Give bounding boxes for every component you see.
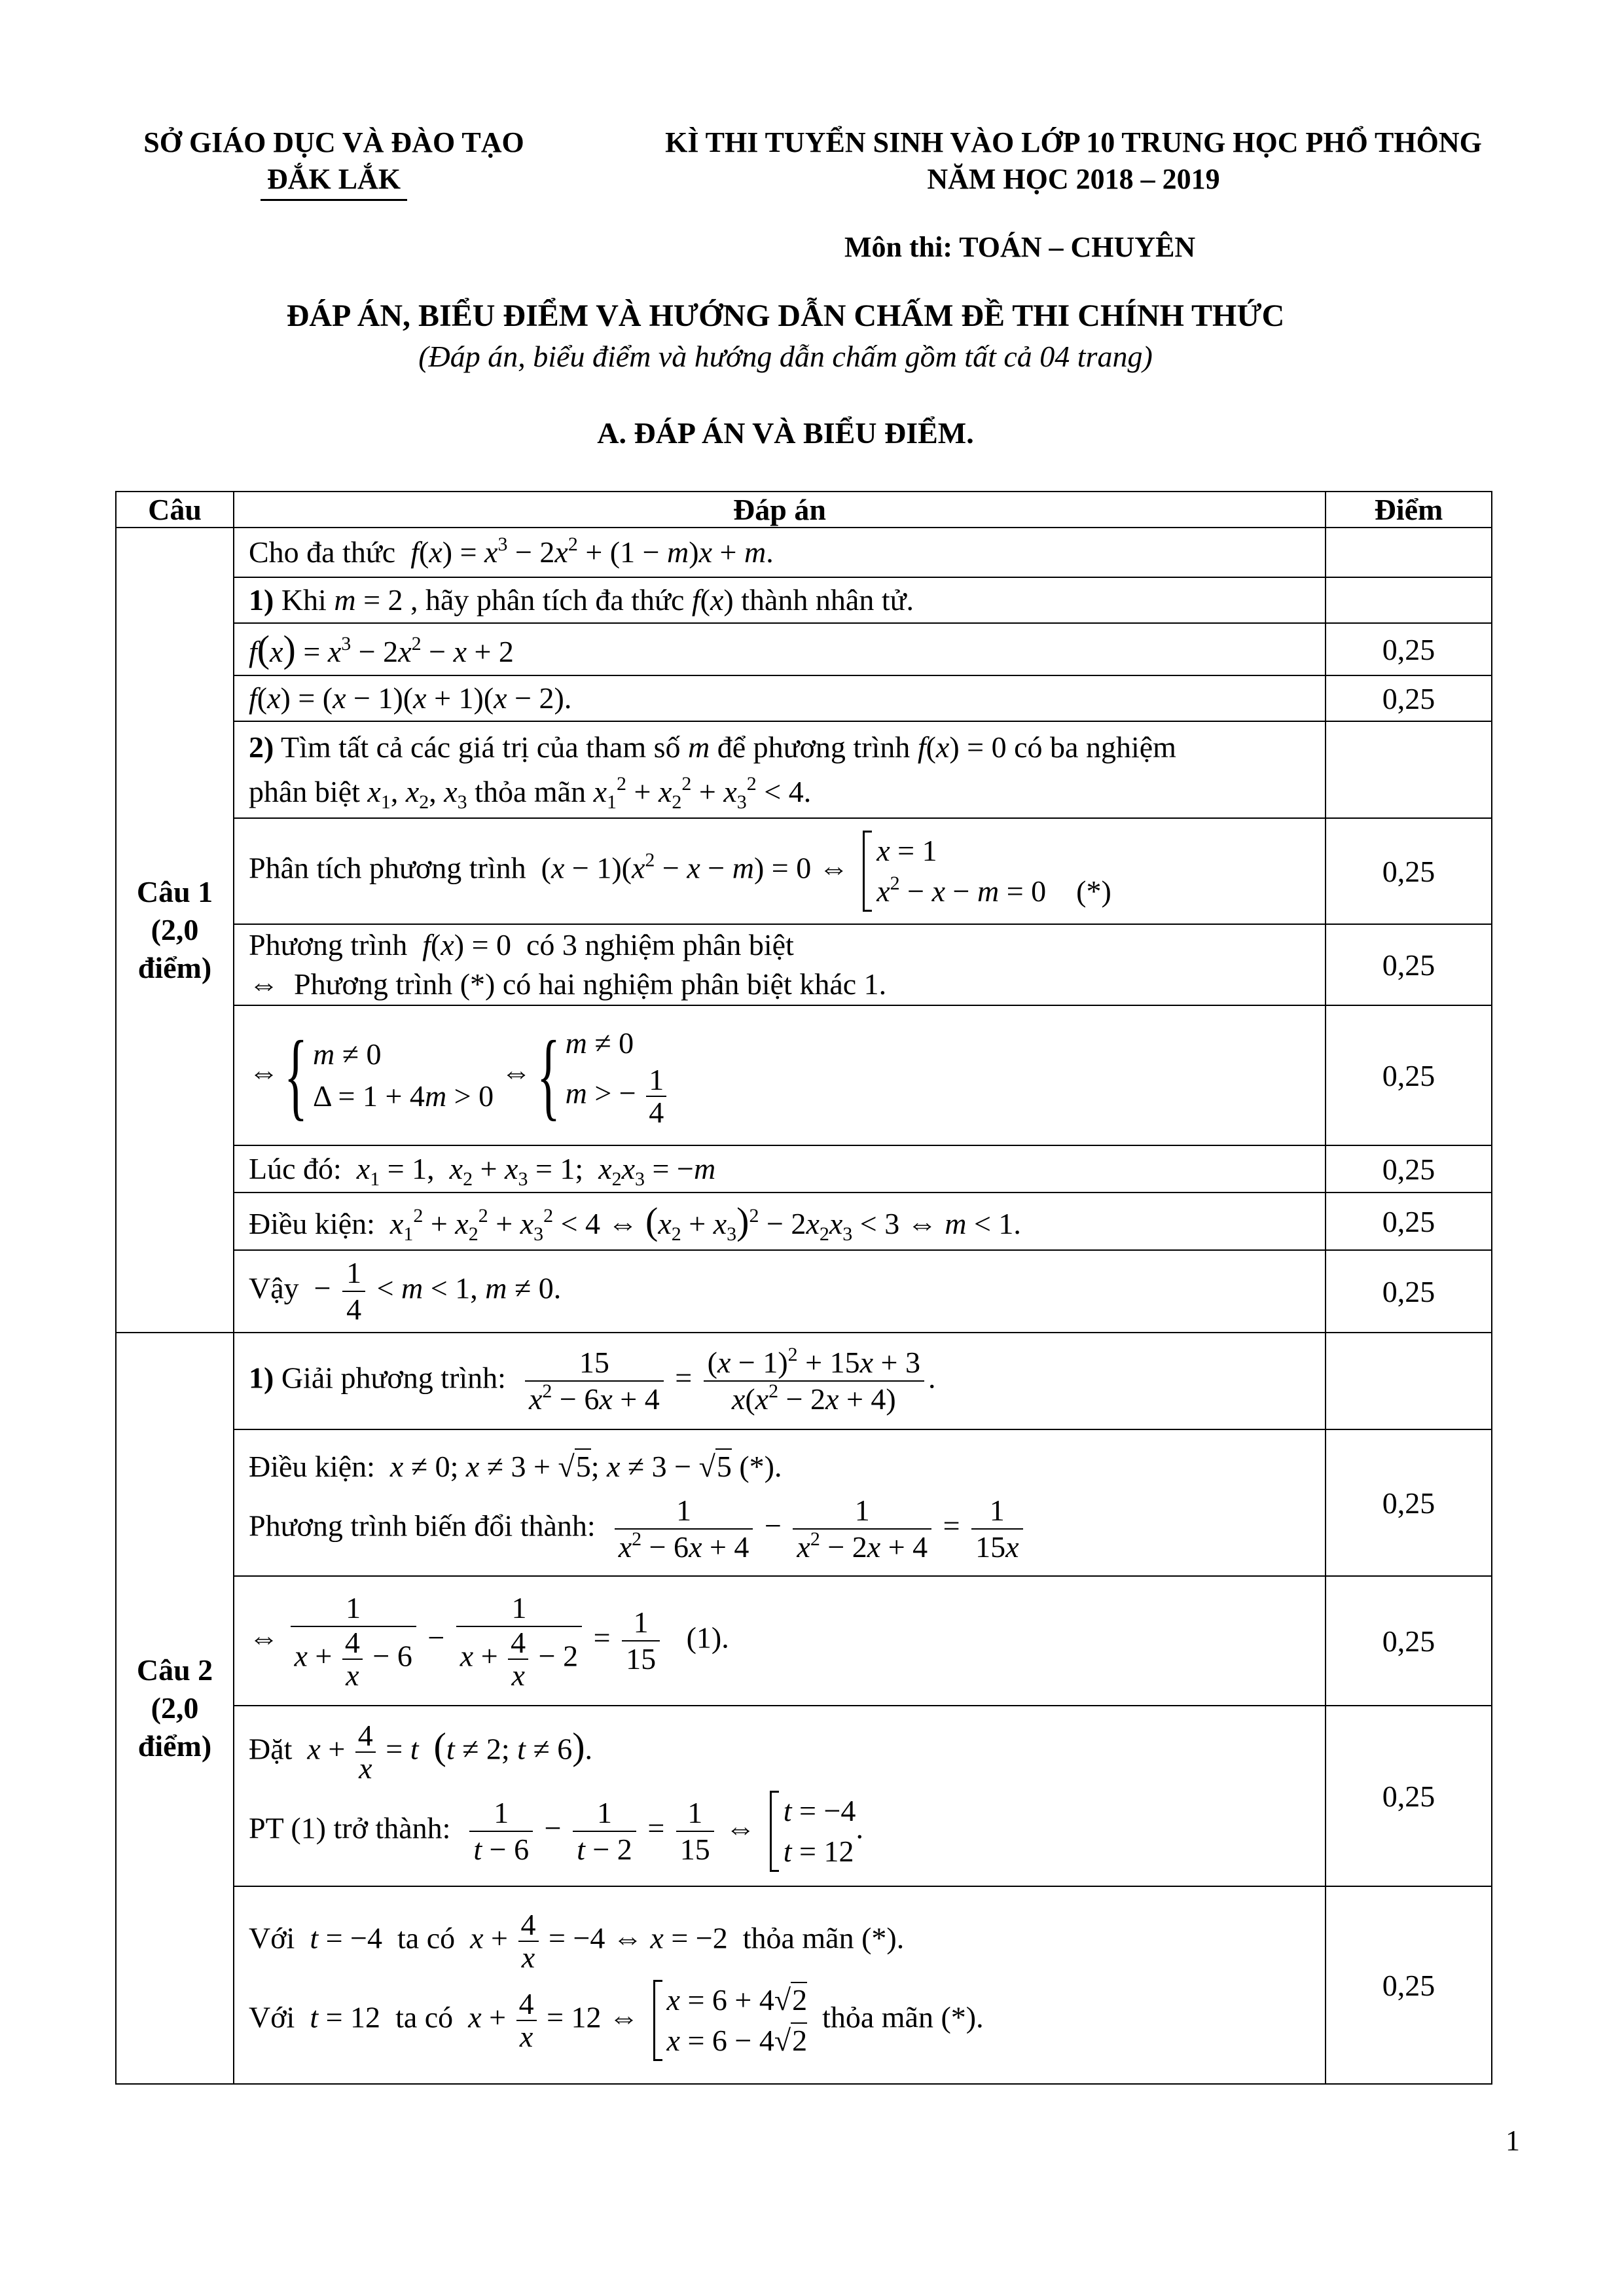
section-heading: A. ĐÁP ÁN VÀ BIỂU ĐIỂM.	[597, 416, 974, 450]
q1-point: 0,25	[1326, 675, 1492, 721]
q2-point: 0,25	[1326, 1886, 1492, 2084]
q2-point: 0,25	[1326, 1429, 1492, 1576]
q1-point: 0,25	[1326, 1005, 1492, 1145]
table-row	[116, 924, 1492, 1005]
q1-step: Phân tích phương trình $(x - 1)(x^2 - x - m) = 0$ ⇔ x = 1 $x^2 - x - m = 0$ (*)	[234, 818, 1326, 924]
q1-point: 0,25	[1326, 1145, 1492, 1193]
q2-step: ⇔ 1 x + $\frac{4}{x}$ − 6 − 1 x + $\frac{4}{x}$ − 2 = $\frac{1}{15}$ (1).	[234, 1576, 1326, 1706]
q1-point: 0,25	[1326, 1193, 1492, 1250]
q1-point: 0,25	[1326, 623, 1492, 675]
table-row	[116, 1193, 1492, 1250]
question-1-label: Câu 1 (2,0 điểm)	[116, 528, 234, 1333]
page-number: 1	[1506, 2125, 1520, 2157]
header-dapan: Đáp án	[234, 492, 1326, 528]
q1-step: Phương trình f(x) = 0 có 3 nghiệm phân biệt ⇔ Phương trình (*) có hai nghiệm phân biệt khác 1.	[234, 924, 1326, 1005]
q1-step: f(x) = (x − 1)(x + 1)(x − 2).	[234, 675, 1326, 721]
header-cau: Câu	[116, 492, 234, 528]
table-row	[116, 1250, 1492, 1333]
header-left	[105, 124, 563, 201]
table-row	[116, 1333, 1492, 1429]
document-title: ĐÁP ÁN, BIỂU ĐIỂM VÀ HƯỚNG DẪN CHẤM ĐỀ THI CHÍNH THỨC	[286, 298, 1285, 333]
q1-part1-prompt: 1) Khi m = 2 , hãy phân tích đa thức f(x) thành nhân tử.	[234, 577, 1326, 623]
province-name: ĐẮK LẮK	[261, 161, 407, 201]
header-diem: Điểm	[1326, 492, 1492, 528]
q1-conclusion: Vậy − $\frac{1}{4}$ < m < 1, m ≠ 0.	[234, 1250, 1326, 1333]
table-row	[116, 577, 1492, 623]
header-right	[589, 124, 1558, 198]
table-row	[116, 1429, 1492, 1576]
table-row	[116, 1576, 1492, 1706]
document-subtitle: (Đáp án, biểu điểm và hướng dẫn chấm gồm tất cả 04 trang)	[418, 340, 1153, 373]
q2-part1-prompt: 1) Giải phương trình: $\frac{15}{x^2 - 6x + 4}$ = $\frac{(x - 1)^2 + 15x + 3}{x(x^2 - 2x + 4)}$ .	[234, 1333, 1326, 1429]
table-row	[116, 1886, 1492, 2084]
q1-step: Điều kiện: $x_1^2 + x_2^2 + x_3^2 < 4$ ⇔ $(x_2 + x_3)^2 - 2x_2x_3 < 3$ ⇔ m < 1.	[234, 1193, 1326, 1250]
table-row	[116, 1005, 1492, 1145]
q2-step: Đặt x + $\frac{4}{x}$ = t (t ≠ 2; t ≠ 6). PT (1) trở thành: $\frac{1}{t - 6}$ − $\frac{1}{t - 2}$ = $\frac{1}{15}$ ⇔ t = −4 t = 12 .	[234, 1706, 1326, 1886]
table-row	[116, 818, 1492, 924]
table-row	[116, 528, 1492, 577]
q1-step: Lúc đó: $x_1 = 1$, $x_2 + x_3 = 1$; $x_2x_3 = -m$	[234, 1145, 1326, 1193]
exam-name: KÌ THI TUYỂN SINH VÀO LỚP 10 TRUNG HỌC PHỔ THÔNG	[665, 126, 1482, 158]
answer-table	[115, 491, 1492, 2085]
table-row	[116, 1706, 1492, 1886]
department-name: SỞ GIÁO DỤC VÀ ĐÀO TẠO	[143, 126, 524, 158]
q1-step: $f(x) = x^3 - 2x^2 - x + 2$	[234, 623, 1326, 675]
table-header-row	[116, 492, 1492, 528]
q1-polynomial: Cho đa thức $f(x) = x^3 - 2x^2 + (1 - m)x + m$.	[234, 528, 1326, 577]
table-row	[116, 721, 1492, 818]
q1-point: 0,25	[1326, 924, 1492, 1005]
q2-point: 0,25	[1326, 1576, 1492, 1706]
q2-step: Điều kiện: x ≠ 0; x ≠ 3 + √5; x ≠ 3 − √5 (*). Phương trình biến đổi thành: $\frac{1}{x^2 - 6x + 4}$ − $\frac{1}{x^2 - 2x + 4}$ = $\frac{1}{15x}$	[234, 1429, 1326, 1576]
table-row	[116, 623, 1492, 675]
school-year: NĂM HỌC 2018 – 2019	[927, 163, 1220, 195]
q1-part2-prompt: 2) Tìm tất cả các giá trị của tham số m để phương trình f(x) = 0 có ba nghiệm phân biệt $x_1$, $x_2$, $x_3$ thỏa mãn $x_1^2 + x_2^2 + x_3^2 < 4$.	[234, 721, 1326, 818]
q2-point: 0,25	[1326, 1706, 1492, 1886]
table-row	[116, 675, 1492, 721]
q1-point: 0,25	[1326, 818, 1492, 924]
table-row	[116, 1145, 1492, 1193]
q1-step: ⇔{ m ≠ 0 Δ = 1 + 4m > 0 ⇔{ m ≠ 0 m > − $\frac{1}{4}$	[234, 1005, 1326, 1145]
question-2-label: Câu 2 (2,0 điểm)	[116, 1333, 234, 2084]
q2-step: Với t = −4 ta có x + $\frac{4}{x}$ = −4 ⇔ x = −2 thỏa mãn (*). Với t = 12 ta có x + $\frac{4}{x}$ = 12 ⇔ x = 6 + 4√2 x = 6 − 4√2 thỏa mãn (*).	[234, 1886, 1326, 2084]
subject-line: Môn thi: TOÁN – CHUYÊN	[844, 231, 1196, 263]
q1-point: 0,25	[1326, 1250, 1492, 1333]
